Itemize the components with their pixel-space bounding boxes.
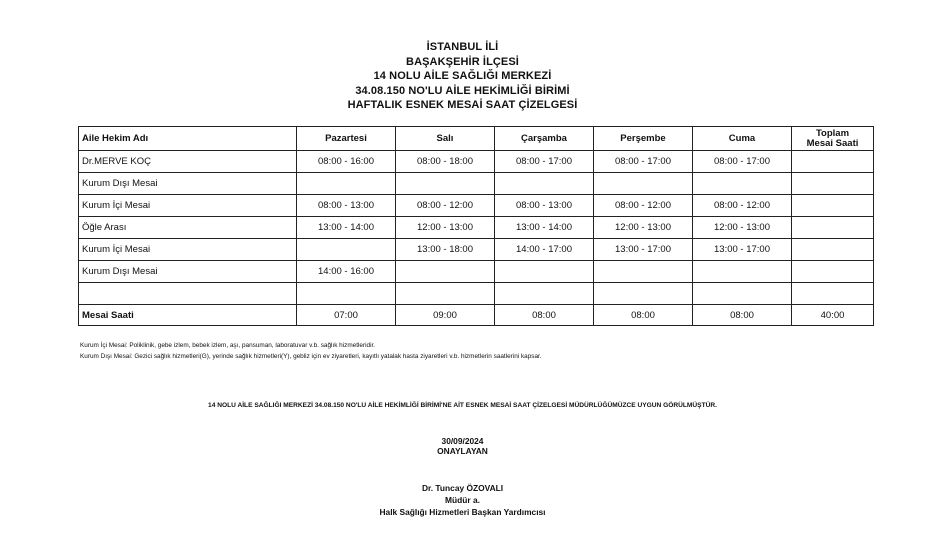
header-health-center: 14 NOLU AİLE SAĞLIĞI MERKEZİ xyxy=(373,70,552,83)
table-cell xyxy=(693,261,792,283)
total-cell: 40:00 xyxy=(792,305,874,326)
col-friday: Cuma xyxy=(693,127,792,151)
table-cell xyxy=(693,283,792,305)
table-row xyxy=(79,283,874,305)
table-cell: 08:00 - 16:00 xyxy=(297,151,396,173)
signatory-title: Halk Sağlığı Hizmetleri Başkan Yardımcısı xyxy=(379,507,546,517)
table-cell: 08:00 - 17:00 xyxy=(693,151,792,173)
table-cell: 13:00 - 14:00 xyxy=(495,217,594,239)
row-label: Kurum İçi Mesai xyxy=(79,239,297,261)
approval-date-block xyxy=(0,436,925,456)
signatory-name: Dr. Tuncay ÖZOVALI xyxy=(421,483,504,493)
table-cell: 08:00 - 12:00 xyxy=(693,195,792,217)
table-row xyxy=(79,151,874,173)
table-cell xyxy=(297,239,396,261)
header-province: İSTANBUL İLİ xyxy=(426,41,499,53)
table-cell: 12:00 - 13:00 xyxy=(396,217,495,239)
table-cell xyxy=(594,283,693,305)
total-cell: 08:00 xyxy=(693,305,792,326)
table-row xyxy=(79,173,874,195)
col-total-line2: Mesai Saati xyxy=(806,137,859,149)
total-label: Mesai Saati xyxy=(79,305,297,326)
total-cell: 08:00 xyxy=(594,305,693,326)
footnotes xyxy=(80,340,542,362)
row-label: Kurum Dışı Mesai xyxy=(79,173,297,195)
table-cell xyxy=(594,173,693,195)
table-cell: 14:00 - 17:00 xyxy=(495,239,594,261)
table-cell: 08:00 - 13:00 xyxy=(297,195,396,217)
approval-statement: 14 NOLU AİLE SAĞLIĞI MERKEZİ 34.08.150 NO'LU AİLE HEKİMLİĞİ BİRİMİ'NE AİT ESNEK MESAİ SAAT ÇİZELGESİ MÜDÜRLÜĞÜMÜZCE UYGUN GÖRÜLMÜŞTÜR. xyxy=(208,402,717,409)
table-cell xyxy=(792,217,874,239)
table-row xyxy=(79,217,874,239)
table-row xyxy=(79,261,874,283)
row-label: Öğle Arası xyxy=(79,217,297,239)
table-row xyxy=(79,239,874,261)
table-cell xyxy=(792,261,874,283)
table-header-row xyxy=(79,127,874,151)
header-schedule-title: HAFTALIK ESNEK MESAİ SAAT ÇİZELGESİ xyxy=(347,99,578,112)
signatory-role: Müdür a. xyxy=(445,495,480,505)
col-total-line1: Toplam xyxy=(815,127,850,139)
table-cell: 14:00 - 16:00 xyxy=(297,261,396,283)
total-cell: 07:00 xyxy=(297,305,396,326)
table-cell: 08:00 - 12:00 xyxy=(396,195,495,217)
col-monday: Pazartesi xyxy=(297,127,396,151)
table-cell: 08:00 - 18:00 xyxy=(396,151,495,173)
col-tuesday: Salı xyxy=(396,127,495,151)
table-cell xyxy=(396,173,495,195)
col-doctor-name: Aile Hekim Adı xyxy=(79,127,297,151)
row-label: Dr.MERVE KOÇ xyxy=(79,151,297,173)
total-cell: 09:00 xyxy=(396,305,495,326)
table-cell xyxy=(594,261,693,283)
header-unit: 34.08.150 NO'LU AİLE HEKİMLİĞİ BİRİMİ xyxy=(355,84,570,97)
table-cell xyxy=(792,151,874,173)
table-cell: 13:00 - 18:00 xyxy=(396,239,495,261)
signatory-block xyxy=(0,482,925,518)
table-cell: 13:00 - 14:00 xyxy=(297,217,396,239)
row-label: Kurum İçi Mesai xyxy=(79,195,297,217)
total-cell: 08:00 xyxy=(495,305,594,326)
table-row xyxy=(79,195,874,217)
table-cell xyxy=(297,283,396,305)
approver-label: ONAYLAYAN xyxy=(437,446,488,456)
footnote-external-hours: Kurum Dışı Mesai: Gezici sağlık hizmetleri(G), yerinde sağlık hizmetleri(Y), gebliz için ev ziyaretleri, kayıtlı yatalak hasta ziyaretleri v.b. hizmetlerin saatlerini kapsar. xyxy=(80,353,542,360)
table-cell: 08:00 - 17:00 xyxy=(594,151,693,173)
col-total-hours xyxy=(792,127,874,151)
row-label: Kurum Dışı Mesai xyxy=(79,261,297,283)
schedule-table xyxy=(78,126,874,326)
footnote-internal-hours: Kurum İçi Mesai: Poliklinik, gebe izlem, bebek izlem, aşı, pansuman, laboratuvar v.b. sağlık hizmetleridir. xyxy=(80,342,376,349)
table-cell xyxy=(792,195,874,217)
table-cell: 12:00 - 13:00 xyxy=(693,217,792,239)
row-label xyxy=(79,283,297,305)
table-cell xyxy=(495,283,594,305)
table-cell xyxy=(495,261,594,283)
table-cell: 08:00 - 12:00 xyxy=(594,195,693,217)
table-cell: 08:00 - 13:00 xyxy=(495,195,594,217)
table-cell xyxy=(495,173,594,195)
table-cell xyxy=(792,283,874,305)
table-cell: 12:00 - 13:00 xyxy=(594,217,693,239)
header-district: BAŞAKŞEHİR İLÇESİ xyxy=(406,55,519,68)
table-cell: 13:00 - 17:00 xyxy=(693,239,792,261)
table-cell: 13:00 - 17:00 xyxy=(594,239,693,261)
table-cell xyxy=(792,173,874,195)
col-wednesday: Çarşamba xyxy=(495,127,594,151)
approval-date: 30/09/2024 xyxy=(441,436,484,446)
table-cell xyxy=(297,173,396,195)
table-cell: 08:00 - 17:00 xyxy=(495,151,594,173)
document-header xyxy=(0,40,925,113)
table-cell xyxy=(396,283,495,305)
table-cell xyxy=(792,239,874,261)
col-thursday: Perşembe xyxy=(594,127,693,151)
table-cell xyxy=(396,261,495,283)
table-cell xyxy=(693,173,792,195)
total-row xyxy=(79,305,874,326)
